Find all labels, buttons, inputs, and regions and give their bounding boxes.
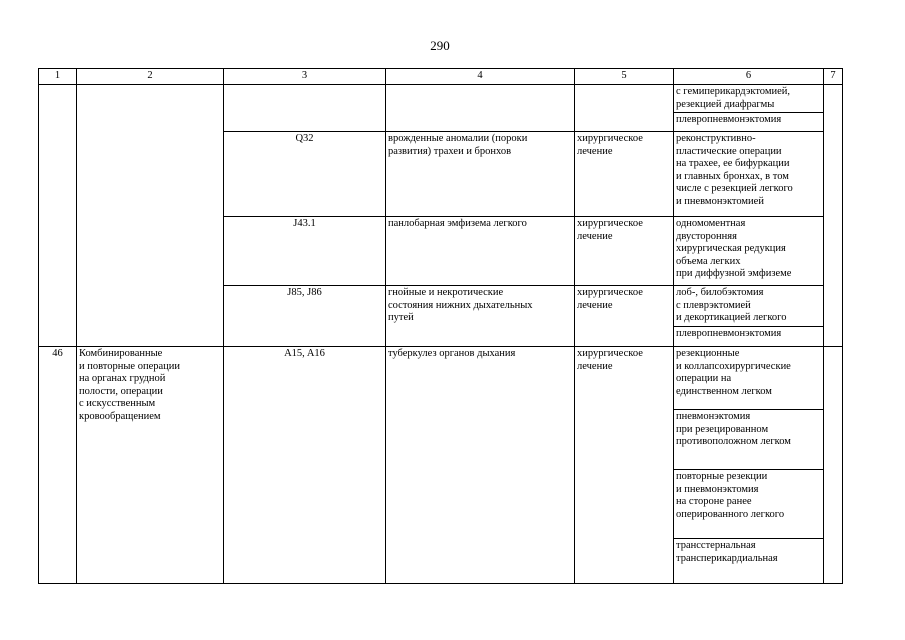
treatment-type-cell: хирургическое лечение [575, 217, 674, 286]
header-row [39, 69, 843, 85]
code-cell: J43.1 [224, 217, 386, 286]
method-item: с гемиперикардэктомией, резекцией диафрагмы [674, 85, 823, 113]
method-item: плевропневмонэктомия [676, 114, 782, 125]
condition-cell: гнойные и некротические состояния нижних дыхательных путей [386, 286, 575, 347]
notes-cell [824, 85, 843, 347]
condition-cell: панлобарная эмфизема легкого [386, 217, 575, 286]
condition-cell: врожденные аномалии (пороки развития) трахеи и бронхов [386, 132, 575, 217]
method-item: резекционные и коллапсохирургические операции на единственном легком [674, 347, 823, 410]
treatment-type-cell: хирургическое лечение [575, 286, 674, 347]
methods-cell [674, 347, 824, 584]
code-cell: Q32 [224, 132, 386, 217]
header-cell-3: 3 [224, 69, 386, 85]
header-cell-7: 7 [824, 69, 843, 85]
header-cell-1: 1 [39, 69, 77, 85]
treatment-type-cell: хирургическое лечение [575, 132, 674, 217]
notes-cell [824, 347, 843, 584]
method-item: реконструктивно- пластические операции на трахее, ее бифуркации и главных бронхах, в том числе с резекцией легкого и пневмонэктомией [676, 133, 793, 207]
method-item: повторные резекции и пневмонэктомия на стороне ранее оперированного легкого [674, 470, 823, 539]
method-item: трансстернальная трансперикардиальная [676, 540, 778, 564]
row-number-cell: 46 [39, 347, 77, 584]
condition-cell [386, 85, 575, 132]
header-cell-5: 5 [575, 69, 674, 85]
group-name-cell: Комбинированные и повторные операции на органах грудной полости, операции с искусственным кровообращением [77, 347, 224, 584]
condition-cell: туберкулез органов дыхания [386, 347, 575, 584]
code-cell: J85, J86 [224, 286, 386, 347]
method-item: пневмонэктомия при резецированном противоположном легком [674, 410, 823, 470]
page-number: 290 [430, 38, 450, 53]
treatment-type-cell: хирургическое лечение [575, 347, 674, 584]
header-cell-6: 6 [674, 69, 824, 85]
methods-cell [674, 132, 824, 217]
row-number-cell [39, 85, 77, 347]
code-cell: A15, A16 [224, 347, 386, 584]
header-cell-2: 2 [77, 69, 224, 85]
table-row [39, 347, 843, 584]
methods-cell [674, 217, 824, 286]
group-name-cell [77, 85, 224, 347]
method-item: плевропневмонэктомия [676, 327, 782, 339]
method-item: лоб-, билобэктомия с плеврэктомией и декортикацией легкого [674, 286, 823, 327]
header-cell-4: 4 [386, 69, 575, 85]
procedures-table [38, 68, 843, 584]
table-row [39, 85, 843, 132]
code-cell [224, 85, 386, 132]
methods-cell [674, 286, 824, 347]
treatment-type-cell [575, 85, 674, 132]
methods-cell [674, 85, 824, 132]
method-item: одномоментная двусторонняя хирургическая редукция объема легких при диффузной эмфиземе [676, 218, 792, 279]
